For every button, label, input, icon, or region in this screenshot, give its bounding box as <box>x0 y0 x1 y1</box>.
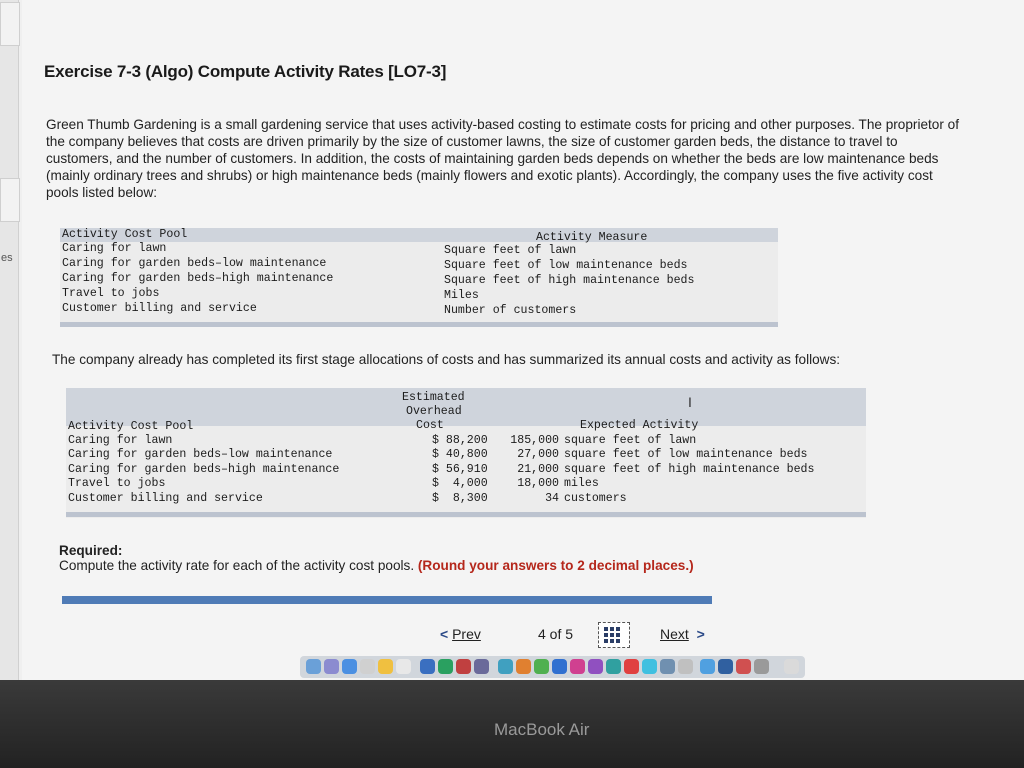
page-indicator: 4 of 5 <box>538 626 574 642</box>
pool-name: Caring for garden beds–low maintenance <box>62 257 327 270</box>
cost-header-line: Overhead <box>406 405 462 418</box>
activity-measure: Miles <box>444 289 479 302</box>
table-header-measure: Activity Measure <box>536 231 648 244</box>
activity-measure: Square feet of high maintenance beds <box>444 274 695 287</box>
left-panel-box <box>0 178 20 222</box>
activity-unit: miles <box>564 477 599 491</box>
rounding-hint: (Round your answers to 2 decimal places.) <box>417 558 694 573</box>
table-bottom-rule <box>66 512 866 517</box>
left-panel-cutoff-text: es <box>1 252 13 264</box>
next-button[interactable] <box>660 626 705 642</box>
required-text: Compute the activity rate for each of the activity cost pools. <box>59 558 415 573</box>
cost-header-line: Estimated <box>402 391 465 404</box>
activity-measure: Square feet of low maintenance beds <box>444 259 688 272</box>
trash-icon[interactable] <box>784 659 799 674</box>
app-icon[interactable] <box>534 659 549 674</box>
pool-name: Customer billing and service <box>68 491 263 505</box>
table-header-pool: Activity Cost Pool <box>62 228 188 241</box>
chevron-left-icon: < <box>440 626 449 642</box>
app-icon[interactable] <box>642 659 657 674</box>
expected-quantity: 185,000 <box>510 434 559 447</box>
macos-dock <box>300 656 805 678</box>
launchpad-icon[interactable] <box>324 659 339 674</box>
left-panel-box <box>0 2 20 46</box>
prev-label: Prev <box>452 626 481 642</box>
app-icon[interactable] <box>498 659 513 674</box>
mail-icon[interactable] <box>360 659 375 674</box>
notes-icon[interactable] <box>378 659 393 674</box>
app-icon[interactable] <box>718 659 733 674</box>
app-icon[interactable] <box>736 659 751 674</box>
app-icon[interactable] <box>660 659 675 674</box>
cost-header-line: Cost <box>416 419 444 432</box>
overhead-cost: $ 8,300 <box>432 491 488 505</box>
device-brand: MacBook Air <box>494 720 590 739</box>
safari-icon[interactable] <box>342 659 357 674</box>
app-icon[interactable] <box>456 659 471 674</box>
expected-quantity: 34 <box>545 491 559 505</box>
pool-name: Caring for garden beds–high maintenance <box>68 462 340 476</box>
app-icon[interactable] <box>570 659 585 674</box>
text-cursor-icon: I <box>688 394 692 410</box>
app-icon[interactable] <box>438 659 453 674</box>
app-icon[interactable] <box>516 659 531 674</box>
pool-name: Travel to jobs <box>68 477 166 491</box>
app-icon[interactable] <box>678 659 693 674</box>
app-icon[interactable] <box>420 659 435 674</box>
expected-quantity: 27,000 <box>517 448 559 462</box>
expected-quantity: 21,000 <box>517 462 559 476</box>
pool-name: Caring for lawn <box>62 242 167 255</box>
pool-name: Caring for garden beds–low maintenance <box>68 448 333 462</box>
expected-quantity: 18,000 <box>517 477 559 491</box>
prev-button[interactable] <box>440 626 481 642</box>
laptop-bezel <box>0 680 1024 768</box>
required-label: Required: <box>59 543 123 558</box>
exercise-title: Exercise 7-3 (Algo) Compute Activity Rates [LO7-3] <box>44 62 447 81</box>
overhead-cost: $ 56,910 <box>432 462 488 476</box>
left-panel-strip <box>0 0 19 680</box>
app-icon[interactable] <box>606 659 621 674</box>
app-icon[interactable] <box>474 659 489 674</box>
overhead-cost: $ 88,200 <box>432 434 488 447</box>
app-icon[interactable] <box>588 659 603 674</box>
required-instruction <box>59 558 694 573</box>
next-label: Next <box>660 626 689 642</box>
activity-unit: customers <box>564 491 627 505</box>
table-header-pool: Activity Cost Pool <box>68 420 194 433</box>
pool-name: Travel to jobs <box>62 287 160 300</box>
table-header-expected: Expected Activity <box>580 419 699 432</box>
overhead-cost: $ 40,800 <box>432 448 488 462</box>
progress-bar <box>62 596 712 604</box>
activity-measure: Square feet of lawn <box>444 244 577 257</box>
activity-unit: square feet of high maintenance beds <box>564 462 815 476</box>
exercise-content <box>22 0 1024 680</box>
app-icon[interactable] <box>624 659 639 674</box>
required-section <box>59 543 694 573</box>
calendar-icon[interactable] <box>396 659 411 674</box>
pool-name: Caring for garden beds–high maintenance <box>62 272 334 285</box>
finder-icon[interactable] <box>306 659 321 674</box>
chevron-right-icon: > <box>692 626 705 642</box>
activity-measure: Number of customers <box>444 304 577 317</box>
activity-pools-table <box>60 228 778 326</box>
summary-text: The company already has completed its first stage allocations of costs and has summarized its annual costs and activity as follows: <box>52 352 841 367</box>
overhead-cost: $ 4,000 <box>432 477 488 491</box>
exercise-intro: Green Thumb Gardening is a small gardening service that uses activity-based costing to estimate costs for pricing and other purposes. The proprietor of the company believes that costs are driven primarily by the size of customer lawns, the size of customer garden beds, the distance to travel to customers, and the number of customers. In addition, the costs of maintaining garden beds depends on whether the beds are low maintenance beds (mainly ordinary trees and shrubs) or high maintenance beds (mainly flowers and exotic plants). Accordingly, the company uses the five activity cost pools listed below: <box>46 117 960 200</box>
app-icon[interactable] <box>552 659 567 674</box>
activity-unit: square feet of low maintenance beds <box>564 448 808 462</box>
table-bottom-rule <box>60 322 778 327</box>
app-icon[interactable] <box>700 659 715 674</box>
pool-name: Customer billing and service <box>62 302 257 315</box>
pool-name: Caring for lawn <box>68 434 173 447</box>
question-grid-button[interactable] <box>598 622 630 648</box>
activity-costs-table <box>66 388 866 518</box>
activity-unit: square feet of lawn <box>564 434 697 447</box>
app-icon[interactable] <box>754 659 769 674</box>
